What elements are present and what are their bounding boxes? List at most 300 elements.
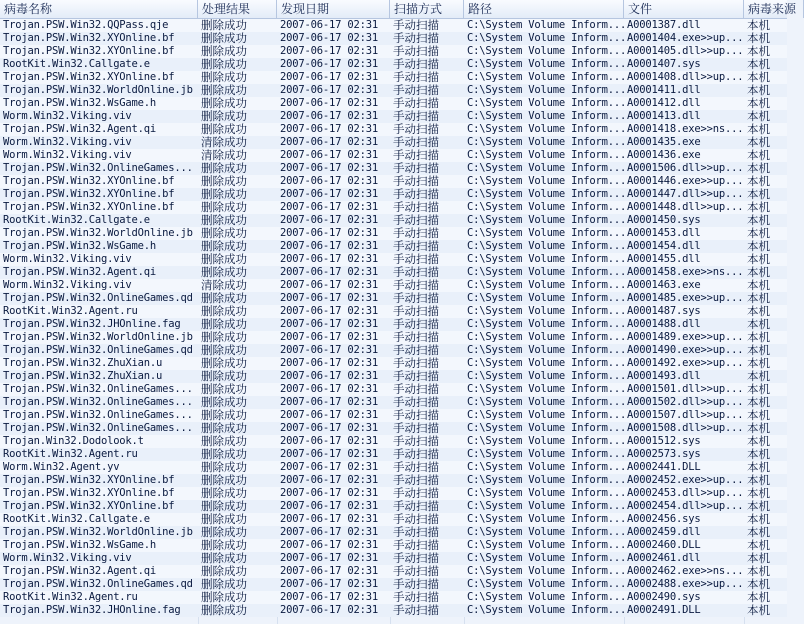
cell-scan-method: 手动扫描 (393, 83, 439, 97)
cell-date: 2007-06-17 02:31 (280, 591, 378, 603)
cell-source: 本机 (747, 213, 770, 227)
cell-date: 2007-06-17 02:31 (280, 175, 378, 187)
cell-date: 2007-06-17 02:31 (280, 84, 378, 96)
cell-path: C:\System Volume Inform... (467, 435, 627, 447)
cell-date: 2007-06-17 02:31 (280, 266, 378, 278)
cell-date: 2007-06-17 02:31 (280, 97, 378, 109)
cell-date: 2007-06-17 02:31 (280, 370, 378, 382)
cell-file: A0002573.sys (627, 448, 701, 460)
table-body (0, 19, 787, 617)
cell-path: C:\System Volume Inform... (467, 370, 627, 382)
cell-scan-method: 手动扫描 (393, 460, 439, 474)
cell-source: 本机 (747, 577, 770, 591)
cell-source: 本机 (747, 317, 770, 331)
cell-virus-name: Worm.Win32.Viking.viv (3, 136, 132, 148)
cell-path: C:\System Volume Inform... (467, 396, 627, 408)
cell-virus-name: Trojan.PSW.Win32.WorldOnline.jb (3, 227, 193, 239)
cell-date: 2007-06-17 02:31 (280, 318, 378, 330)
cell-file: A0001411.dll (627, 84, 701, 96)
cell-result: 删除成功 (201, 239, 247, 253)
cell-scan-method: 手动扫描 (393, 44, 439, 58)
cell-date: 2007-06-17 02:31 (280, 435, 378, 447)
cell-path: C:\System Volume Inform... (467, 175, 627, 187)
cell-result: 删除成功 (201, 564, 247, 578)
cell-scan-method: 手动扫描 (393, 148, 439, 162)
cell-file: A0001489.exe>>up... (627, 331, 744, 343)
cell-virus-name: RootKit.Win32.Agent.ru (3, 305, 138, 317)
cell-result: 删除成功 (201, 226, 247, 240)
cell-path: C:\System Volume Inform... (467, 214, 627, 226)
cell-path: C:\System Volume Inform... (467, 565, 627, 577)
table-header (0, 0, 797, 19)
cell-scan-method: 手动扫描 (393, 512, 439, 526)
cell-result: 删除成功 (201, 538, 247, 552)
cell-result: 删除成功 (201, 44, 247, 58)
cell-file: A0001490.exe>>up... (627, 344, 744, 356)
cell-virus-name: RootKit.Win32.Agent.ru (3, 591, 138, 603)
cell-result: 删除成功 (201, 434, 247, 448)
column-header-path[interactable]: 路径 (464, 0, 624, 18)
cell-file: A0001488.dll (627, 318, 701, 330)
cell-file: A0002462.exe>>ns... (627, 565, 744, 577)
cell-virus-name: Trojan.PSW.Win32.WorldOnline.jb (3, 331, 193, 343)
cell-virus-name: RootKit.Win32.Agent.ru (3, 448, 138, 460)
cell-date: 2007-06-17 02:31 (280, 214, 378, 226)
cell-file: A0001458.exe>>ns... (627, 266, 744, 278)
cell-file: A0002452.exe>>up... (627, 474, 744, 486)
cell-path: C:\System Volume Inform... (467, 97, 627, 109)
cell-path: C:\System Volume Inform... (467, 58, 627, 70)
cell-result: 删除成功 (201, 369, 247, 383)
column-header-scan-method[interactable]: 扫描方式 (390, 0, 464, 18)
cell-source: 本机 (747, 278, 770, 292)
cell-scan-method: 手动扫描 (393, 473, 439, 487)
cell-path: C:\System Volume Inform... (467, 344, 627, 356)
cell-scan-method: 手动扫描 (393, 304, 439, 318)
cell-scan-method: 手动扫描 (393, 408, 439, 422)
cell-result: 删除成功 (201, 421, 247, 435)
cell-file: A0001447.dll>>up... (627, 188, 744, 200)
column-header-source[interactable]: 病毒来源 (744, 0, 804, 18)
cell-source: 本机 (747, 473, 770, 487)
cell-virus-name: Trojan.PSW.Win32.QQPass.qje (3, 19, 169, 31)
cell-result: 删除成功 (201, 304, 247, 318)
cell-virus-name: Trojan.PSW.Win32.WsGame.h (3, 240, 157, 252)
cell-source: 本机 (747, 486, 770, 500)
cell-virus-name: Trojan.PSW.Win32.Agent.qi (3, 123, 157, 135)
cell-virus-name: Trojan.PSW.Win32.ZhuXian.u (3, 370, 163, 382)
cell-date: 2007-06-17 02:31 (280, 422, 378, 434)
column-header-virus-name[interactable]: 病毒名称 (0, 0, 198, 18)
cell-scan-method: 手动扫描 (393, 447, 439, 461)
cell-result: 删除成功 (201, 343, 247, 357)
cell-path: C:\System Volume Inform... (467, 513, 627, 525)
cell-result: 删除成功 (201, 70, 247, 84)
cell-result: 清除成功 (201, 135, 247, 149)
cell-date: 2007-06-17 02:31 (280, 487, 378, 499)
cell-file: A0001418.exe>>ns... (627, 123, 744, 135)
cell-result: 删除成功 (201, 291, 247, 305)
cell-virus-name: Worm.Win32.Viking.viv (3, 110, 132, 122)
cell-scan-method: 手动扫描 (393, 187, 439, 201)
cell-source: 本机 (747, 239, 770, 253)
cell-scan-method: 手动扫描 (393, 590, 439, 604)
cell-scan-method: 手动扫描 (393, 18, 439, 32)
cell-file: A0002488.exe>>up... (627, 578, 744, 590)
cell-scan-method: 手动扫描 (393, 525, 439, 539)
cell-virus-name: Trojan.PSW.Win32.OnlineGames... (3, 422, 193, 434)
cell-file: A0001446.exe>>up... (627, 175, 744, 187)
cell-virus-name: Trojan.PSW.Win32.XYOnline.bf (3, 500, 175, 512)
cell-scan-method: 手动扫描 (393, 499, 439, 513)
cell-date: 2007-06-17 02:31 (280, 162, 378, 174)
cell-file: A0001463.exe (627, 279, 701, 291)
cell-result: 删除成功 (201, 551, 247, 565)
cell-path: C:\System Volume Inform... (467, 149, 627, 161)
cell-path: C:\System Volume Inform... (467, 487, 627, 499)
cell-date: 2007-06-17 02:31 (280, 409, 378, 421)
cell-date: 2007-06-17 02:31 (280, 331, 378, 343)
cell-date: 2007-06-17 02:31 (280, 305, 378, 317)
cell-virus-name: Trojan.PSW.Win32.Agent.qi (3, 266, 157, 278)
cell-path: C:\System Volume Inform... (467, 19, 627, 31)
cell-result: 删除成功 (201, 512, 247, 526)
cell-source: 本机 (747, 44, 770, 58)
cell-result: 删除成功 (201, 603, 247, 617)
cell-source: 本机 (747, 434, 770, 448)
cell-file: A0001454.dll (627, 240, 701, 252)
cell-file: A0001512.sys (627, 435, 701, 447)
cell-scan-method: 手动扫描 (393, 265, 439, 279)
cell-scan-method: 手动扫描 (393, 31, 439, 45)
cell-path: C:\System Volume Inform... (467, 448, 627, 460)
cell-scan-method: 手动扫描 (393, 252, 439, 266)
cell-result: 删除成功 (201, 486, 247, 500)
cell-source: 本机 (747, 538, 770, 552)
cell-source: 本机 (747, 551, 770, 565)
cell-scan-method: 手动扫描 (393, 395, 439, 409)
cell-result: 清除成功 (201, 278, 247, 292)
cell-path: C:\System Volume Inform... (467, 318, 627, 330)
cell-file: A0002454.dll>>up... (627, 500, 744, 512)
cell-source: 本机 (747, 161, 770, 175)
cell-date: 2007-06-17 02:31 (280, 474, 378, 486)
cell-file: A0002460.DLL (627, 539, 701, 551)
cell-path: C:\System Volume Inform... (467, 279, 627, 291)
cell-date: 2007-06-17 02:31 (280, 513, 378, 525)
cell-result: 删除成功 (201, 18, 247, 32)
cell-date: 2007-06-17 02:31 (280, 149, 378, 161)
cell-path: C:\System Volume Inform... (467, 123, 627, 135)
cell-source: 本机 (747, 564, 770, 578)
cell-path: C:\System Volume Inform... (467, 227, 627, 239)
cell-scan-method: 手动扫描 (393, 603, 439, 617)
cell-file: A0001502.dll>>up... (627, 396, 744, 408)
cell-source: 本机 (747, 57, 770, 71)
cell-file: A0001435.exe (627, 136, 701, 148)
cell-date: 2007-06-17 02:31 (280, 253, 378, 265)
cell-file: A0001508.dll>>up... (627, 422, 744, 434)
cell-path: C:\System Volume Inform... (467, 71, 627, 83)
cell-source: 本机 (747, 356, 770, 370)
cell-date: 2007-06-17 02:31 (280, 526, 378, 538)
cell-scan-method: 手动扫描 (393, 317, 439, 331)
cell-source: 本机 (747, 447, 770, 461)
cell-path: C:\System Volume Inform... (467, 110, 627, 122)
cell-scan-method: 手动扫描 (393, 356, 439, 370)
cell-virus-name: Worm.Win32.Viking.viv (3, 552, 132, 564)
cell-source: 本机 (747, 226, 770, 240)
cell-scan-method: 手动扫描 (393, 122, 439, 136)
cell-date: 2007-06-17 02:31 (280, 110, 378, 122)
cell-scan-method: 手动扫描 (393, 200, 439, 214)
cell-path: C:\System Volume Inform... (467, 357, 627, 369)
cell-source: 本机 (747, 291, 770, 305)
cell-path: C:\System Volume Inform... (467, 331, 627, 343)
cell-date: 2007-06-17 02:31 (280, 201, 378, 213)
column-header-file[interactable]: 文件 (624, 0, 744, 18)
cell-date: 2007-06-17 02:31 (280, 45, 378, 57)
cell-source: 本机 (747, 109, 770, 123)
cell-path: C:\System Volume Inform... (467, 604, 627, 616)
cell-virus-name: Trojan.PSW.Win32.OnlineGames.qd (3, 344, 193, 356)
cell-source: 本机 (747, 499, 770, 513)
cell-scan-method: 手动扫描 (393, 161, 439, 175)
cell-path: C:\System Volume Inform... (467, 266, 627, 278)
cell-file: A0002441.DLL (627, 461, 701, 473)
cell-source: 本机 (747, 460, 770, 474)
cell-file: A0002453.dll>>up... (627, 487, 744, 499)
cell-date: 2007-06-17 02:31 (280, 565, 378, 577)
cell-date: 2007-06-17 02:31 (280, 539, 378, 551)
cell-source: 本机 (747, 187, 770, 201)
cell-path: C:\System Volume Inform... (467, 162, 627, 174)
cell-date: 2007-06-17 02:31 (280, 188, 378, 200)
cell-date: 2007-06-17 02:31 (280, 58, 378, 70)
cell-scan-method: 手动扫描 (393, 369, 439, 383)
cell-path: C:\System Volume Inform... (467, 305, 627, 317)
cell-file: A0001453.dll (627, 227, 701, 239)
cell-date: 2007-06-17 02:31 (280, 123, 378, 135)
cell-date: 2007-06-17 02:31 (280, 578, 378, 590)
cell-path: C:\System Volume Inform... (467, 500, 627, 512)
cell-result: 删除成功 (201, 447, 247, 461)
cell-scan-method: 手动扫描 (393, 96, 439, 110)
cell-path: C:\System Volume Inform... (467, 136, 627, 148)
cell-path: C:\System Volume Inform... (467, 240, 627, 252)
cell-date: 2007-06-17 02:31 (280, 136, 378, 148)
cell-source: 本机 (747, 590, 770, 604)
cell-source: 本机 (747, 395, 770, 409)
cell-date: 2007-06-17 02:31 (280, 71, 378, 83)
cell-scan-method: 手动扫描 (393, 343, 439, 357)
cell-scan-method: 手动扫描 (393, 551, 439, 565)
cell-path: C:\System Volume Inform... (467, 84, 627, 96)
cell-source: 本机 (747, 343, 770, 357)
cell-path: C:\System Volume Inform... (467, 526, 627, 538)
cell-date: 2007-06-17 02:31 (280, 32, 378, 44)
cell-file: A0001506.dll>>up... (627, 162, 744, 174)
cell-scan-method: 手动扫描 (393, 486, 439, 500)
cell-virus-name: Trojan.PSW.Win32.Agent.qi (3, 565, 157, 577)
cell-path: C:\System Volume Inform... (467, 45, 627, 57)
cell-date: 2007-06-17 02:31 (280, 604, 378, 616)
column-header-date[interactable]: 发现日期 (277, 0, 390, 18)
cell-scan-method: 手动扫描 (393, 278, 439, 292)
cell-scan-method: 手动扫描 (393, 564, 439, 578)
cell-file: A0001436.exe (627, 149, 701, 161)
cell-source: 本机 (747, 135, 770, 149)
cell-file: A0001413.dll (627, 110, 701, 122)
cell-scan-method: 手动扫描 (393, 57, 439, 71)
cell-file: A0001387.dll (627, 19, 701, 31)
cell-result: 删除成功 (201, 382, 247, 396)
cell-virus-name: Trojan.PSW.Win32.XYOnline.bf (3, 201, 175, 213)
cell-virus-name: Trojan.PSW.Win32.XYOnline.bf (3, 188, 175, 200)
cell-scan-method: 手动扫描 (393, 577, 439, 591)
cell-path: C:\System Volume Inform... (467, 591, 627, 603)
cell-file: A0002490.sys (627, 591, 701, 603)
cell-virus-name: Trojan.PSW.Win32.JHOnline.fag (3, 604, 181, 616)
cell-file: A0002491.DLL (627, 604, 701, 616)
cell-path: C:\System Volume Inform... (467, 422, 627, 434)
cell-file: A0001450.sys (627, 214, 701, 226)
cell-result: 删除成功 (201, 96, 247, 110)
cell-virus-name: RootKit.Win32.Callgate.e (3, 513, 150, 525)
cell-virus-name: Trojan.PSW.Win32.WorldOnline.jb (3, 84, 193, 96)
cell-file: A0001501.dll>>up... (627, 383, 744, 395)
cell-virus-name: Trojan.PSW.Win32.XYOnline.bf (3, 175, 175, 187)
cell-virus-name: RootKit.Win32.Callgate.e (3, 214, 150, 226)
cell-virus-name: Trojan.PSW.Win32.OnlineGames... (3, 162, 193, 174)
cell-source: 本机 (747, 200, 770, 214)
cell-path: C:\System Volume Inform... (467, 409, 627, 421)
cell-scan-method: 手动扫描 (393, 382, 439, 396)
cell-path: C:\System Volume Inform... (467, 32, 627, 44)
cell-result: 删除成功 (201, 395, 247, 409)
cell-file: A0001485.exe>>up... (627, 292, 744, 304)
cell-path: C:\System Volume Inform... (467, 578, 627, 590)
cell-path: C:\System Volume Inform... (467, 383, 627, 395)
cell-virus-name: Trojan.PSW.Win32.XYOnline.bf (3, 71, 175, 83)
cell-date: 2007-06-17 02:31 (280, 448, 378, 460)
cell-scan-method: 手动扫描 (393, 291, 439, 305)
cell-result: 清除成功 (201, 148, 247, 162)
cell-result: 删除成功 (201, 590, 247, 604)
cell-file: A0001492.exe>>up... (627, 357, 744, 369)
cell-result: 删除成功 (201, 577, 247, 591)
cell-scan-method: 手动扫描 (393, 70, 439, 84)
cell-virus-name: Trojan.PSW.Win32.OnlineGames... (3, 396, 193, 408)
cell-source: 本机 (747, 421, 770, 435)
cell-virus-name: Trojan.PSW.Win32.WsGame.h (3, 97, 157, 109)
cell-path: C:\System Volume Inform... (467, 461, 627, 473)
cell-date: 2007-06-17 02:31 (280, 279, 378, 291)
cell-date: 2007-06-17 02:31 (280, 552, 378, 564)
cell-virus-name: RootKit.Win32.Callgate.e (3, 58, 150, 70)
cell-source: 本机 (747, 525, 770, 539)
cell-file: A0001493.dll (627, 370, 701, 382)
cell-date: 2007-06-17 02:31 (280, 344, 378, 356)
cell-virus-name: Trojan.PSW.Win32.WsGame.h (3, 539, 157, 551)
cell-date: 2007-06-17 02:31 (280, 227, 378, 239)
cell-source: 本机 (747, 265, 770, 279)
cell-virus-name: Trojan.PSW.Win32.OnlineGames.qd (3, 578, 193, 590)
cell-file: A0001455.dll (627, 253, 701, 265)
cell-result: 删除成功 (201, 317, 247, 331)
cell-file: A0001405.dll>>up... (627, 45, 744, 57)
cell-source: 本机 (747, 122, 770, 136)
cell-result: 删除成功 (201, 57, 247, 71)
cell-source: 本机 (747, 330, 770, 344)
cell-result: 删除成功 (201, 356, 247, 370)
cell-path: C:\System Volume Inform... (467, 292, 627, 304)
cell-scan-method: 手动扫描 (393, 239, 439, 253)
cell-source: 本机 (747, 96, 770, 110)
cell-path: C:\System Volume Inform... (467, 253, 627, 265)
cell-result: 删除成功 (201, 265, 247, 279)
cell-file: A0001448.dll>>up... (627, 201, 744, 213)
cell-source: 本机 (747, 31, 770, 45)
cell-scan-method: 手动扫描 (393, 213, 439, 227)
cell-date: 2007-06-17 02:31 (280, 396, 378, 408)
cell-source: 本机 (747, 512, 770, 526)
cell-virus-name: Trojan.PSW.Win32.WorldOnline.jb (3, 526, 193, 538)
cell-result: 删除成功 (201, 213, 247, 227)
cell-source: 本机 (747, 408, 770, 422)
cell-virus-name: Trojan.PSW.Win32.XYOnline.bf (3, 474, 175, 486)
cell-virus-name: Worm.Win32.Viking.viv (3, 149, 132, 161)
cell-file: A0002459.dll (627, 526, 701, 538)
cell-file: A0002456.sys (627, 513, 701, 525)
cell-date: 2007-06-17 02:31 (280, 292, 378, 304)
cell-virus-name: Worm.Win32.Agent.yv (3, 461, 120, 473)
cell-result: 删除成功 (201, 200, 247, 214)
cell-source: 本机 (747, 148, 770, 162)
cell-scan-method: 手动扫描 (393, 135, 439, 149)
cell-source: 本机 (747, 369, 770, 383)
cell-result: 删除成功 (201, 161, 247, 175)
cell-source: 本机 (747, 70, 770, 84)
cell-file: A0002461.dll (627, 552, 701, 564)
cell-scan-method: 手动扫描 (393, 174, 439, 188)
cell-file: A0001407.sys (627, 58, 701, 70)
cell-source: 本机 (747, 382, 770, 396)
cell-path: C:\System Volume Inform... (467, 552, 627, 564)
cell-virus-name: Trojan.PSW.Win32.XYOnline.bf (3, 32, 175, 44)
cell-scan-method: 手动扫描 (393, 109, 439, 123)
cell-source: 本机 (747, 603, 770, 617)
cell-result: 删除成功 (201, 109, 247, 123)
cell-result: 删除成功 (201, 330, 247, 344)
cell-source: 本机 (747, 18, 770, 32)
cell-virus-name: Worm.Win32.Viking.viv (3, 253, 132, 265)
cell-result: 删除成功 (201, 187, 247, 201)
cell-virus-name: Trojan.PSW.Win32.XYOnline.bf (3, 45, 175, 57)
cell-scan-method: 手动扫描 (393, 538, 439, 552)
cell-date: 2007-06-17 02:31 (280, 240, 378, 252)
cell-virus-name: Trojan.PSW.Win32.OnlineGames... (3, 383, 193, 395)
cell-date: 2007-06-17 02:31 (280, 383, 378, 395)
cell-file: A0001412.dll (627, 97, 701, 109)
column-header-result[interactable]: 处理结果 (198, 0, 277, 18)
cell-scan-method: 手动扫描 (393, 434, 439, 448)
table-row[interactable] (0, 604, 787, 617)
cell-file: A0001487.sys (627, 305, 701, 317)
cell-source: 本机 (747, 304, 770, 318)
cell-date: 2007-06-17 02:31 (280, 357, 378, 369)
cell-date: 2007-06-17 02:31 (280, 500, 378, 512)
